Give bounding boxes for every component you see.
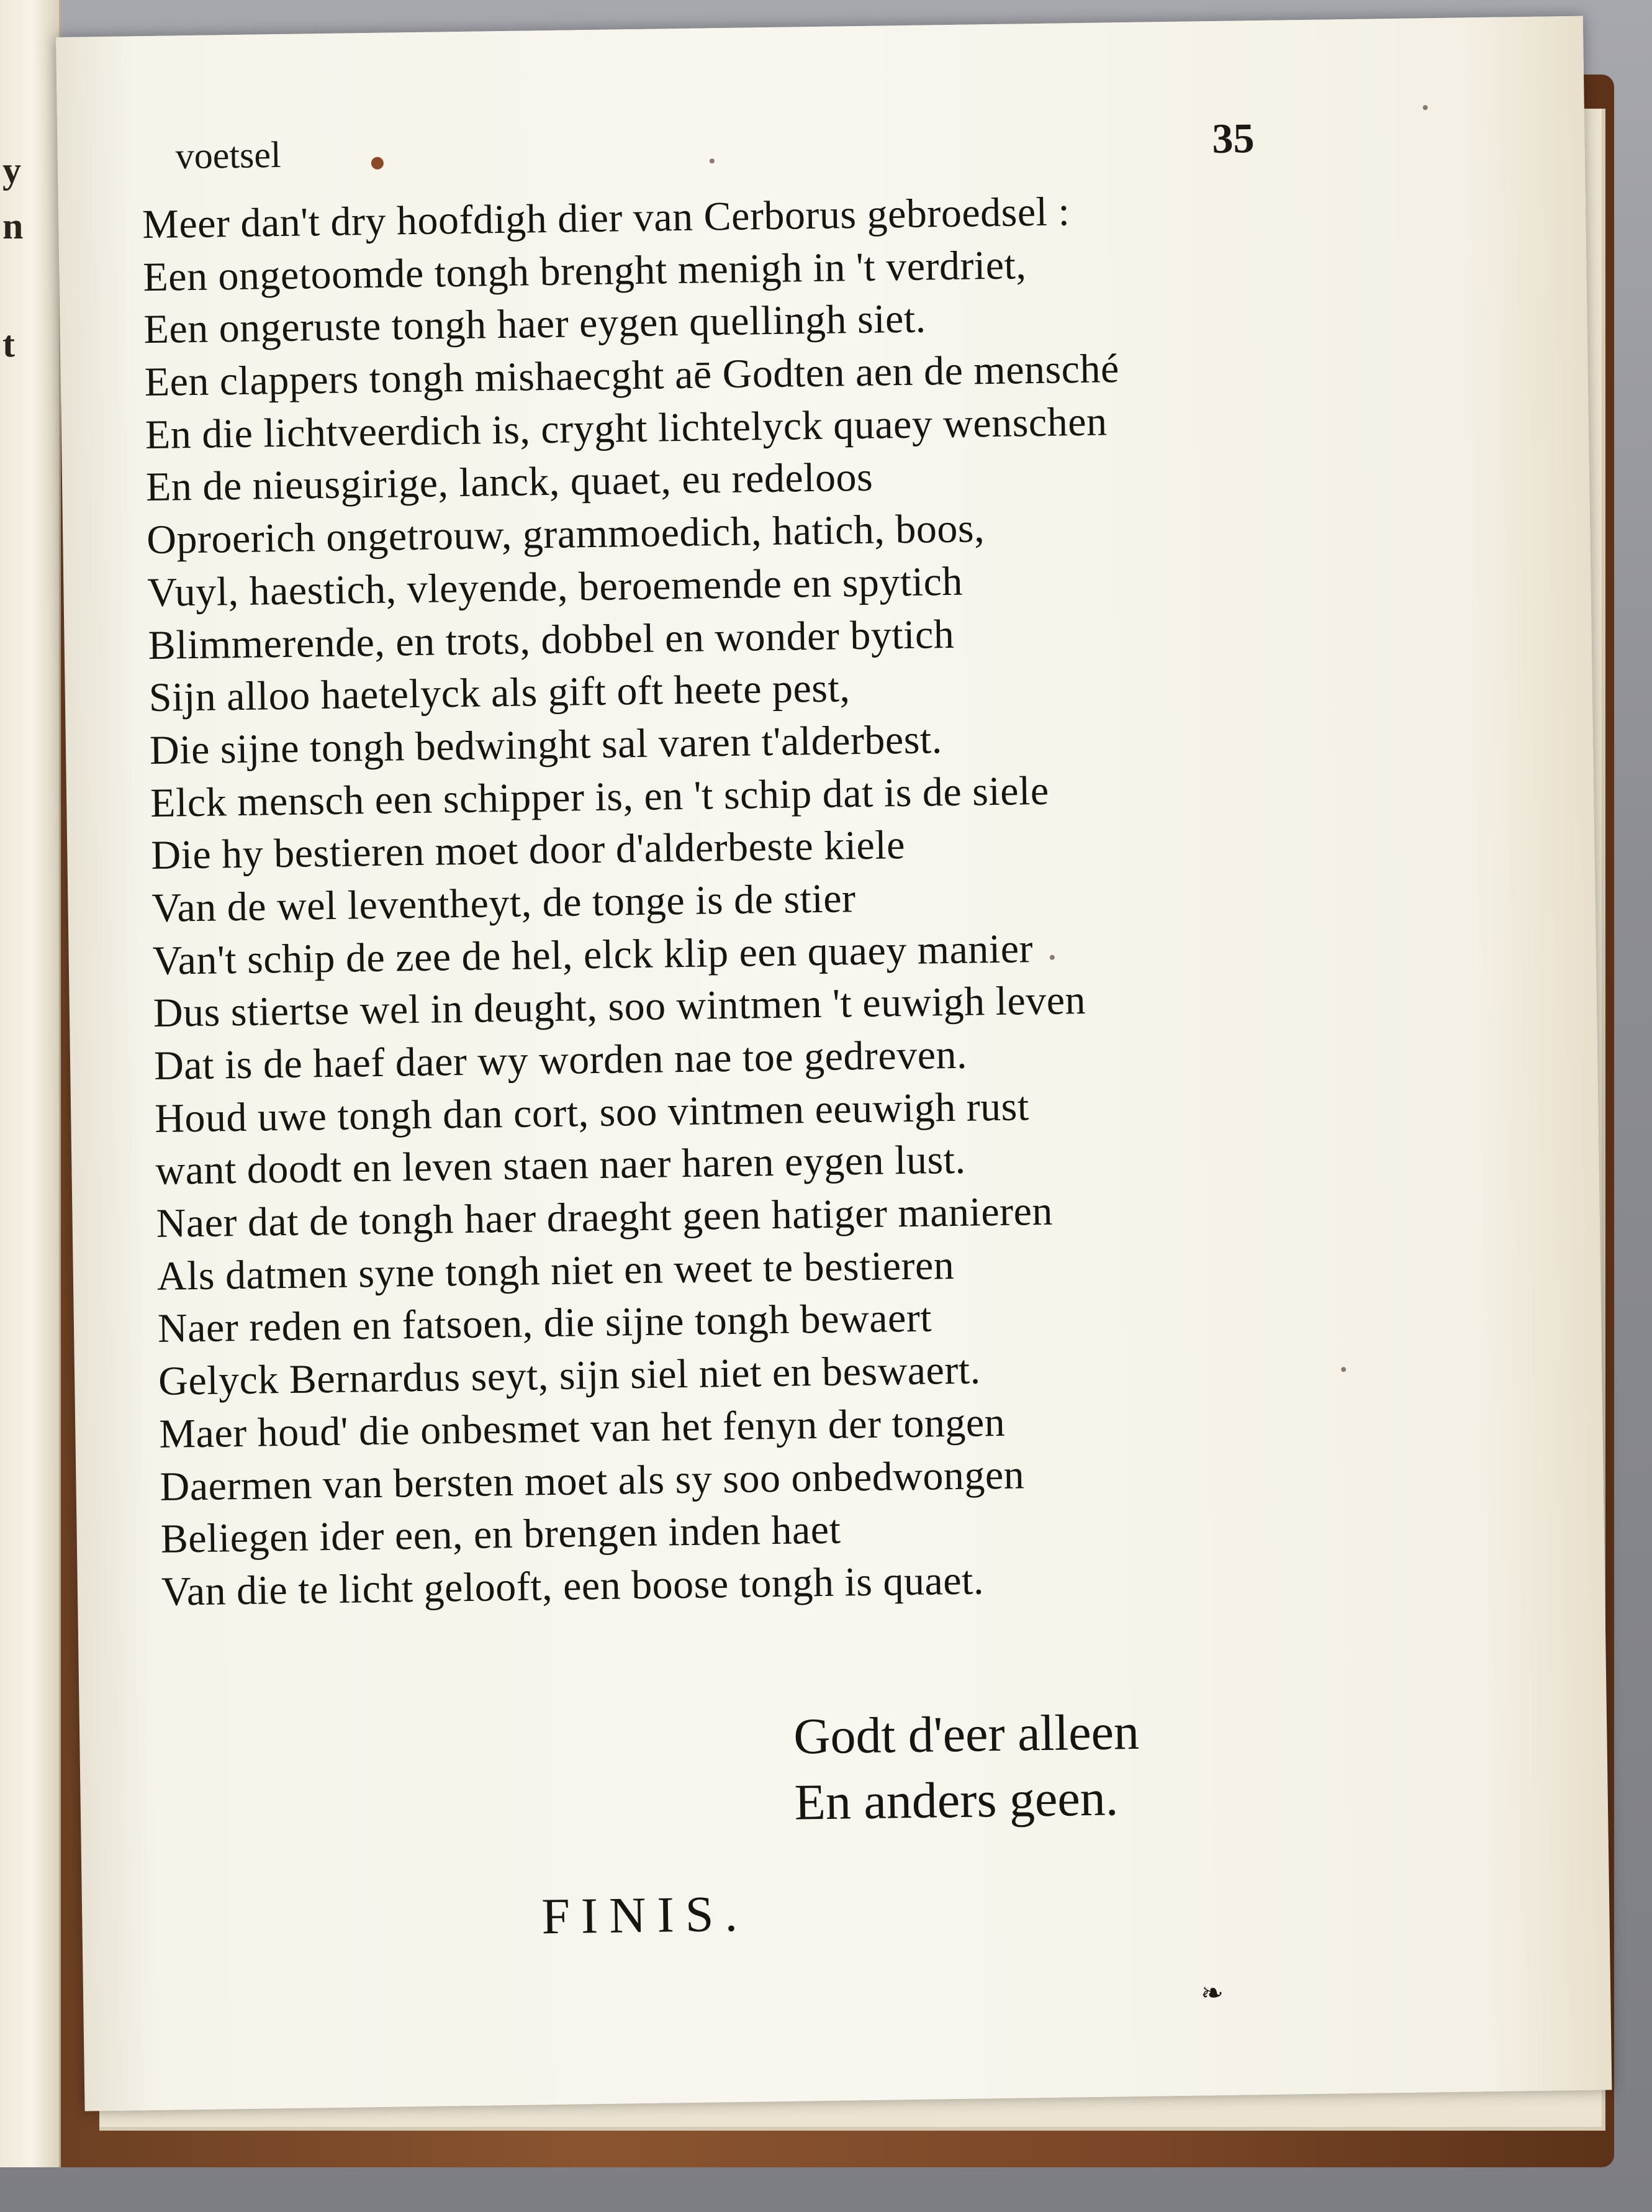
catchword: voetsel <box>175 134 282 177</box>
ink-stain <box>371 157 384 170</box>
poem-line: Van't schip de zee de hel, elck klip een quaey manier <box>152 925 1034 984</box>
paper-speck <box>710 158 715 163</box>
closing-motto <box>793 1699 1141 1836</box>
poem-line: Van die te licht gelooft, een boose tongh is quaet. <box>161 1557 985 1615</box>
facing-page-glyph: y <box>2 150 21 191</box>
poem-line: Die hy bestieren moet door d'alderbeste kiele <box>150 822 906 879</box>
poem-line: Blimmerende, en trots, dobbel en wonder bytich <box>148 611 955 668</box>
facing-page-glyph: n <box>2 206 24 247</box>
motto-line: Godt d'eer alleen <box>793 1703 1140 1765</box>
poem-line: Oproerich ongetrouw, grammoedich, hatich, boos, <box>146 505 985 563</box>
poem-line: Een clappers tongh mishaecght aē Godten aen de mensché <box>144 346 1120 406</box>
poem-line: Naer reden en fatsoen, die sijne tongh bewaert <box>157 1295 932 1352</box>
poem-line: Dus stiertse wel in deught, soo wintmen 't euwigh leven <box>153 977 1086 1036</box>
poem-line: Als datmen syne tongh niet en weet te bestieren <box>156 1242 955 1299</box>
facing-page-edge <box>0 0 61 2167</box>
poem-line: Van de wel leventheyt, de tonge is de stier <box>151 876 856 931</box>
fleuron-ornament-icon: ❧ <box>1200 1977 1224 2010</box>
poem-line: Meer dan't dry hoofdigh dier van Cerborus gebroedsel : <box>142 189 1070 248</box>
poem-line: En die lichtveerdich is, cryght lichtelyck quaey wenschen <box>145 399 1108 458</box>
paper-speck <box>1423 105 1428 110</box>
poem-line: Een ongeruste tongh haer eygen quellingh siet. <box>143 296 927 353</box>
paper-speck <box>1341 1367 1346 1372</box>
poem-line: Een ongetoomde tongh brenght menigh in 't verdriet, <box>142 242 1027 300</box>
poem-line: Gelyck Bernardus seyt, sijn siel niet en beswaert. <box>158 1347 982 1405</box>
poem-text <box>142 182 1373 1619</box>
page-content <box>56 16 1612 2111</box>
poem-line: Daermen van bersten moet als sy soo onbedwongen <box>160 1451 1025 1510</box>
poem-line: Sijn alloo haetelyck als gift oft heete pest, <box>148 665 851 721</box>
finis-heading: FINIS. <box>541 1885 749 1945</box>
paper-speck <box>1050 955 1055 960</box>
poem-line: want doodt en leven staen naer haren eygen lust. <box>155 1137 966 1194</box>
poem-line: Dat is de haef daer wy worden nae toe gedreven. <box>153 1031 968 1089</box>
poem-line: Vuyl, haestich, vleyende, beroemende en spytich <box>147 558 964 615</box>
poem-line: Die sijne tongh bedwinght sal varen t'alderbest. <box>149 717 943 773</box>
poem-line: Elck mensch een schipper is, en 't schip dat is de siele <box>150 768 1050 826</box>
poem-line: Maer houd' die onbesmet van het fenyn der tongen <box>158 1399 1006 1457</box>
page-number: 35 <box>1211 114 1255 163</box>
book-page <box>56 16 1612 2111</box>
poem-line: Beliegen ider een, en brengen inden haet <box>160 1507 841 1562</box>
poem-line: Houd uwe tongh dan cort, soo vintmen eeuwigh rust <box>154 1083 1030 1141</box>
facing-page-glyph: t <box>2 324 15 365</box>
motto-line: En anders geen. <box>794 1769 1119 1831</box>
poem-line: Naer dat de tongh haer draeght geen hatiger manieren <box>156 1188 1054 1246</box>
poem-line: En de nieusgirige, lanck, quaet, eu redeloos <box>145 455 873 510</box>
